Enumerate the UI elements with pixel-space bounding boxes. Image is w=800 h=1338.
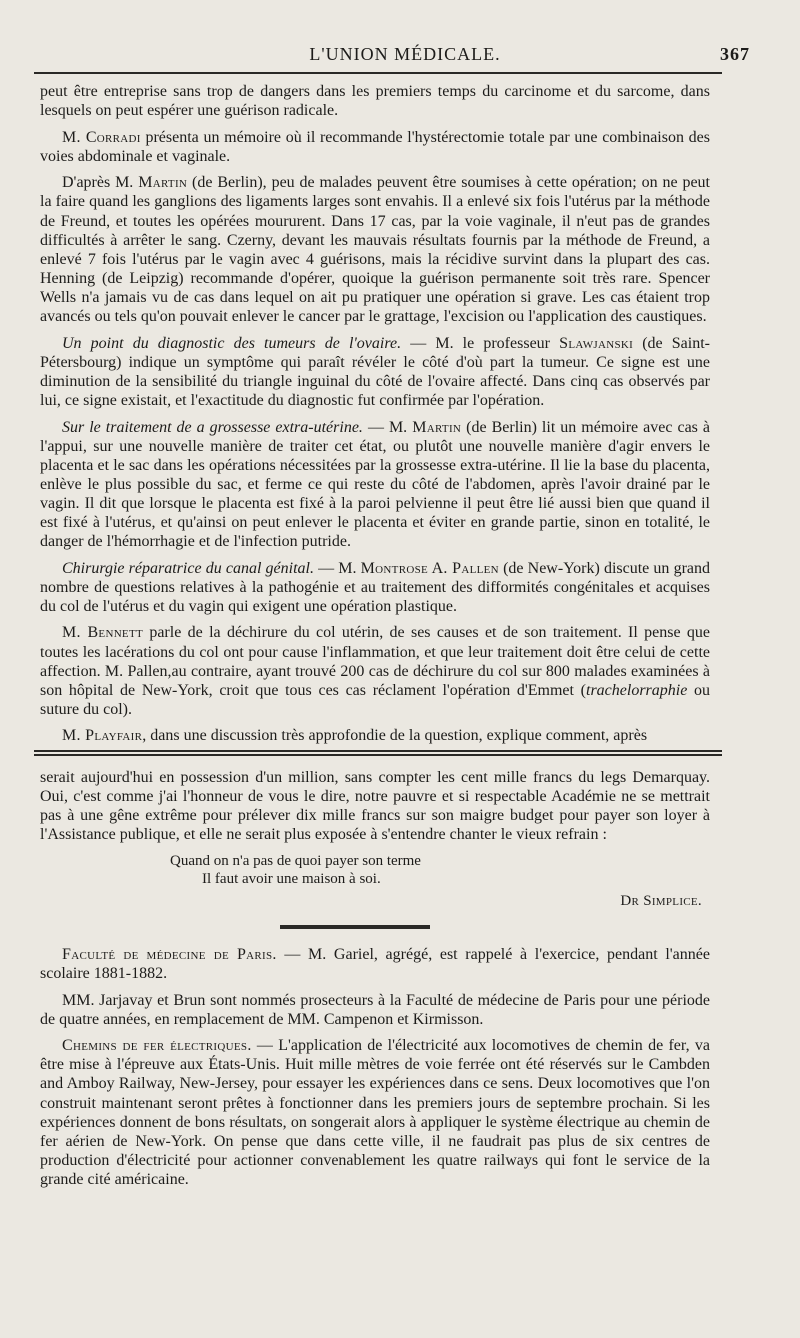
news-column [40,945,710,1189]
news-heading: Chemins de fer électriques. [62,1037,252,1055]
news-item-prosecteurs: MM. Jarjavay et Brun sont nommés prosecteurs à la Faculté de médecine de Paris pour une période de quatre années, en remplacement de MM. Campenon et Kirmisson. [40,991,710,1028]
journal-title: L'UNION MÉDICALE. [309,44,501,64]
author-name: M. Corradi [62,128,141,146]
header-rule [34,72,722,74]
author-name: Martin [412,418,462,436]
verse-line: Il faut avoir une maison à soi. [202,870,381,887]
paragraph-playfair: M. Playfair, dans une discussion très approfondie de la question, explique comment, après [62,727,648,745]
paragraph-martin: D'après M. Martin (de Berlin), peu de malades peuvent être soumises à cette opération; on ne peut la faire quand les ganglions des ligaments larges sont envahis. Il a enlevé six fois l'utérus par la méthode de Freund, et toutes les opérées moururent. Dans 17 cas, par la voie vaginale, il n'eut pas de grandes difficultés à arrêter le sang. Czerny, devant les mauvais résultats fournis par la méthode de Freund, a enlevé 7 fois l'utérus par le vagin avec 4 guérisons, mais la récidive survint dans la plupart des cas. Henning (de Leipzig) recommande d'opérer, quoique la guérison permanente soit très rare. Spencer Wells n'a jamais vu de cas dans lequel on ait pu pratiquer une opération si grave. Les cas étaient trop avancés ou tels qu'on pouvait enlever le cancer par le grattage, l'excision ou l'application des caustiques. [40,174,711,326]
section-title: Un point du diagnostic des tumeurs de l'ovaire. [62,334,402,352]
verse-line: Quand on n'a pas de quoi payer son terme [170,852,421,869]
feuilleton-column [40,768,710,911]
news-item-chemins-de-fer: Chemins de fer électriques. — L'application de l'électricité aux locomotives de chemin de fer, va être mise à l'épreuve aux États-Unis. Huit mille mètres de voie ferrée ont été réservés sur le Cambden and Amboy Railway, New-Jersey, pour essayer les expériences dans ce sens. Deux locomotives que l'on construit maintenant seront prêtes à fonctionner dans les premiers jours de septembre prochain. Si les expériences donnent de bons résultats, on songerait alors à appliquer le système électrique au chemin de fer aérien de New-York. On pense que dans cette ville, il ne faudrait pas plus de six centres de production d'électricité pour actionner convenablement les quatre railways qui font le service de la grande cité américaine. [40,1037,711,1188]
upper-column [40,82,710,746]
news-item-faculte: Faculté de médecine de Paris. — M. Gariel, agrégé, est rappelé à l'exercice, pendant l'année scolaire 1881-1882. [40,945,710,982]
paragraph-pallen: Chirurgie réparatrice du canal génital. — M. Montrose A. Pallen (de New-York) discute un grand nombre de questions relatives à la pathogénie et au traitement des difformités congénitales et acquises du col de l'utérus et du vagin qui exigent une opération plastique. [40,559,710,615]
news-heading: Faculté de médecine de Paris. [62,945,277,963]
paragraph-continuation: peut être entreprise sans trop de dangers dans les premiers temps du carcinome et du sarcome, dans lesquels on peut espérer une guérison radicale. [40,83,710,120]
section-divider [280,925,430,929]
section-title: Sur le traitement de a grossesse extra-utérine. [62,418,363,436]
author-name: Montrose A. Pallen [360,559,499,577]
running-header [40,44,770,72]
author-name: M. Bennett [62,624,143,642]
author-name: Martin [138,174,188,192]
paragraph-corradi: M. Corradi présenta un mémoire où il recommande l'hystérectomie totale par une combinaison des voies abdominale et vaginale. [40,128,710,165]
paragraph-slawjanski: Un point du diagnostic des tumeurs de l'ovaire. — M. le professeur Slawjanski (de Saint-Pétersbourg) indique un symptôme qui paraît révéler le côté d'où part la tumeur. Ce signe est une diminution de la sensibilité du triangle inguinal du côté de l'ovaire affecté. Dans cinq cas observés par lui, ce signe existait, et l'exactitude du diagnostic fut confirmée par l'opération. [40,334,710,409]
author-name: M. Playfair [62,727,143,745]
page-number: 367 [720,44,750,64]
paragraph-grossesse: Sur le traitement de a grossesse extra-utérine. — M. Martin (de Berlin) lit un mémoire avec cas à l'appui, sur une nouvelle manière de traiter cet état, ou plutôt une nouvelle manière d'agir envers le placenta et le sac dans les opérations nécessitées par la grossesse extra-utérine. Il lie la base du placenta, enlève le plus possible du sac, et ferme ce qui reste du côté de l'abdomen, après l'avoir drainé par le vagin. Il dit que lorsque le placenta est fixé à la paroi pelvienne il peut être lié aussi bien que quand il est fixé à l'utérus, et qu'ainsi on peut enlever le placenta et éviter en grande partie, sinon en totalité, le danger de l'hémorrhagie et de l'infection putride. [40,418,710,551]
paragraph-bennett: M. Bennett parle de la déchirure du col utérin, de ses causes et de son traitement. Il pense que toutes les lacérations du col ont pour cause l'inflammation, et que leur traitement doit être celui de cette affection. M. Pallen,au contraire, ayant trouvé 200 cas de déchirure du col sur 800 malades examinées à son hôpital de New-York, croit que tous ces cas réclament l'opération d'Emmet (trachelorraphie ou suture du col). [40,624,711,718]
feuilleton-paragraph: serait aujourd'hui en possession d'un million, sans compter les cent mille francs du legs Demarquay. Oui, c'est comme j'ai l'honneur de vous le dire, notre pauvre et si respectable Académie ne se mettrait pas à une gêne extrême pour prélever dix mille francs sur son maigre budget pour payer son loyer à l'Assistance publique, et elle ne serait plus exposée à s'entendre chanter le vieux refrain : [40,768,710,843]
section-title: Chirurgie réparatrice du canal génital. [62,559,314,577]
author-name: Slawjanski [559,334,634,352]
feuilleton-divider [34,750,722,756]
verse-quote [170,852,710,888]
signature: Dr Simplice. [620,892,702,909]
